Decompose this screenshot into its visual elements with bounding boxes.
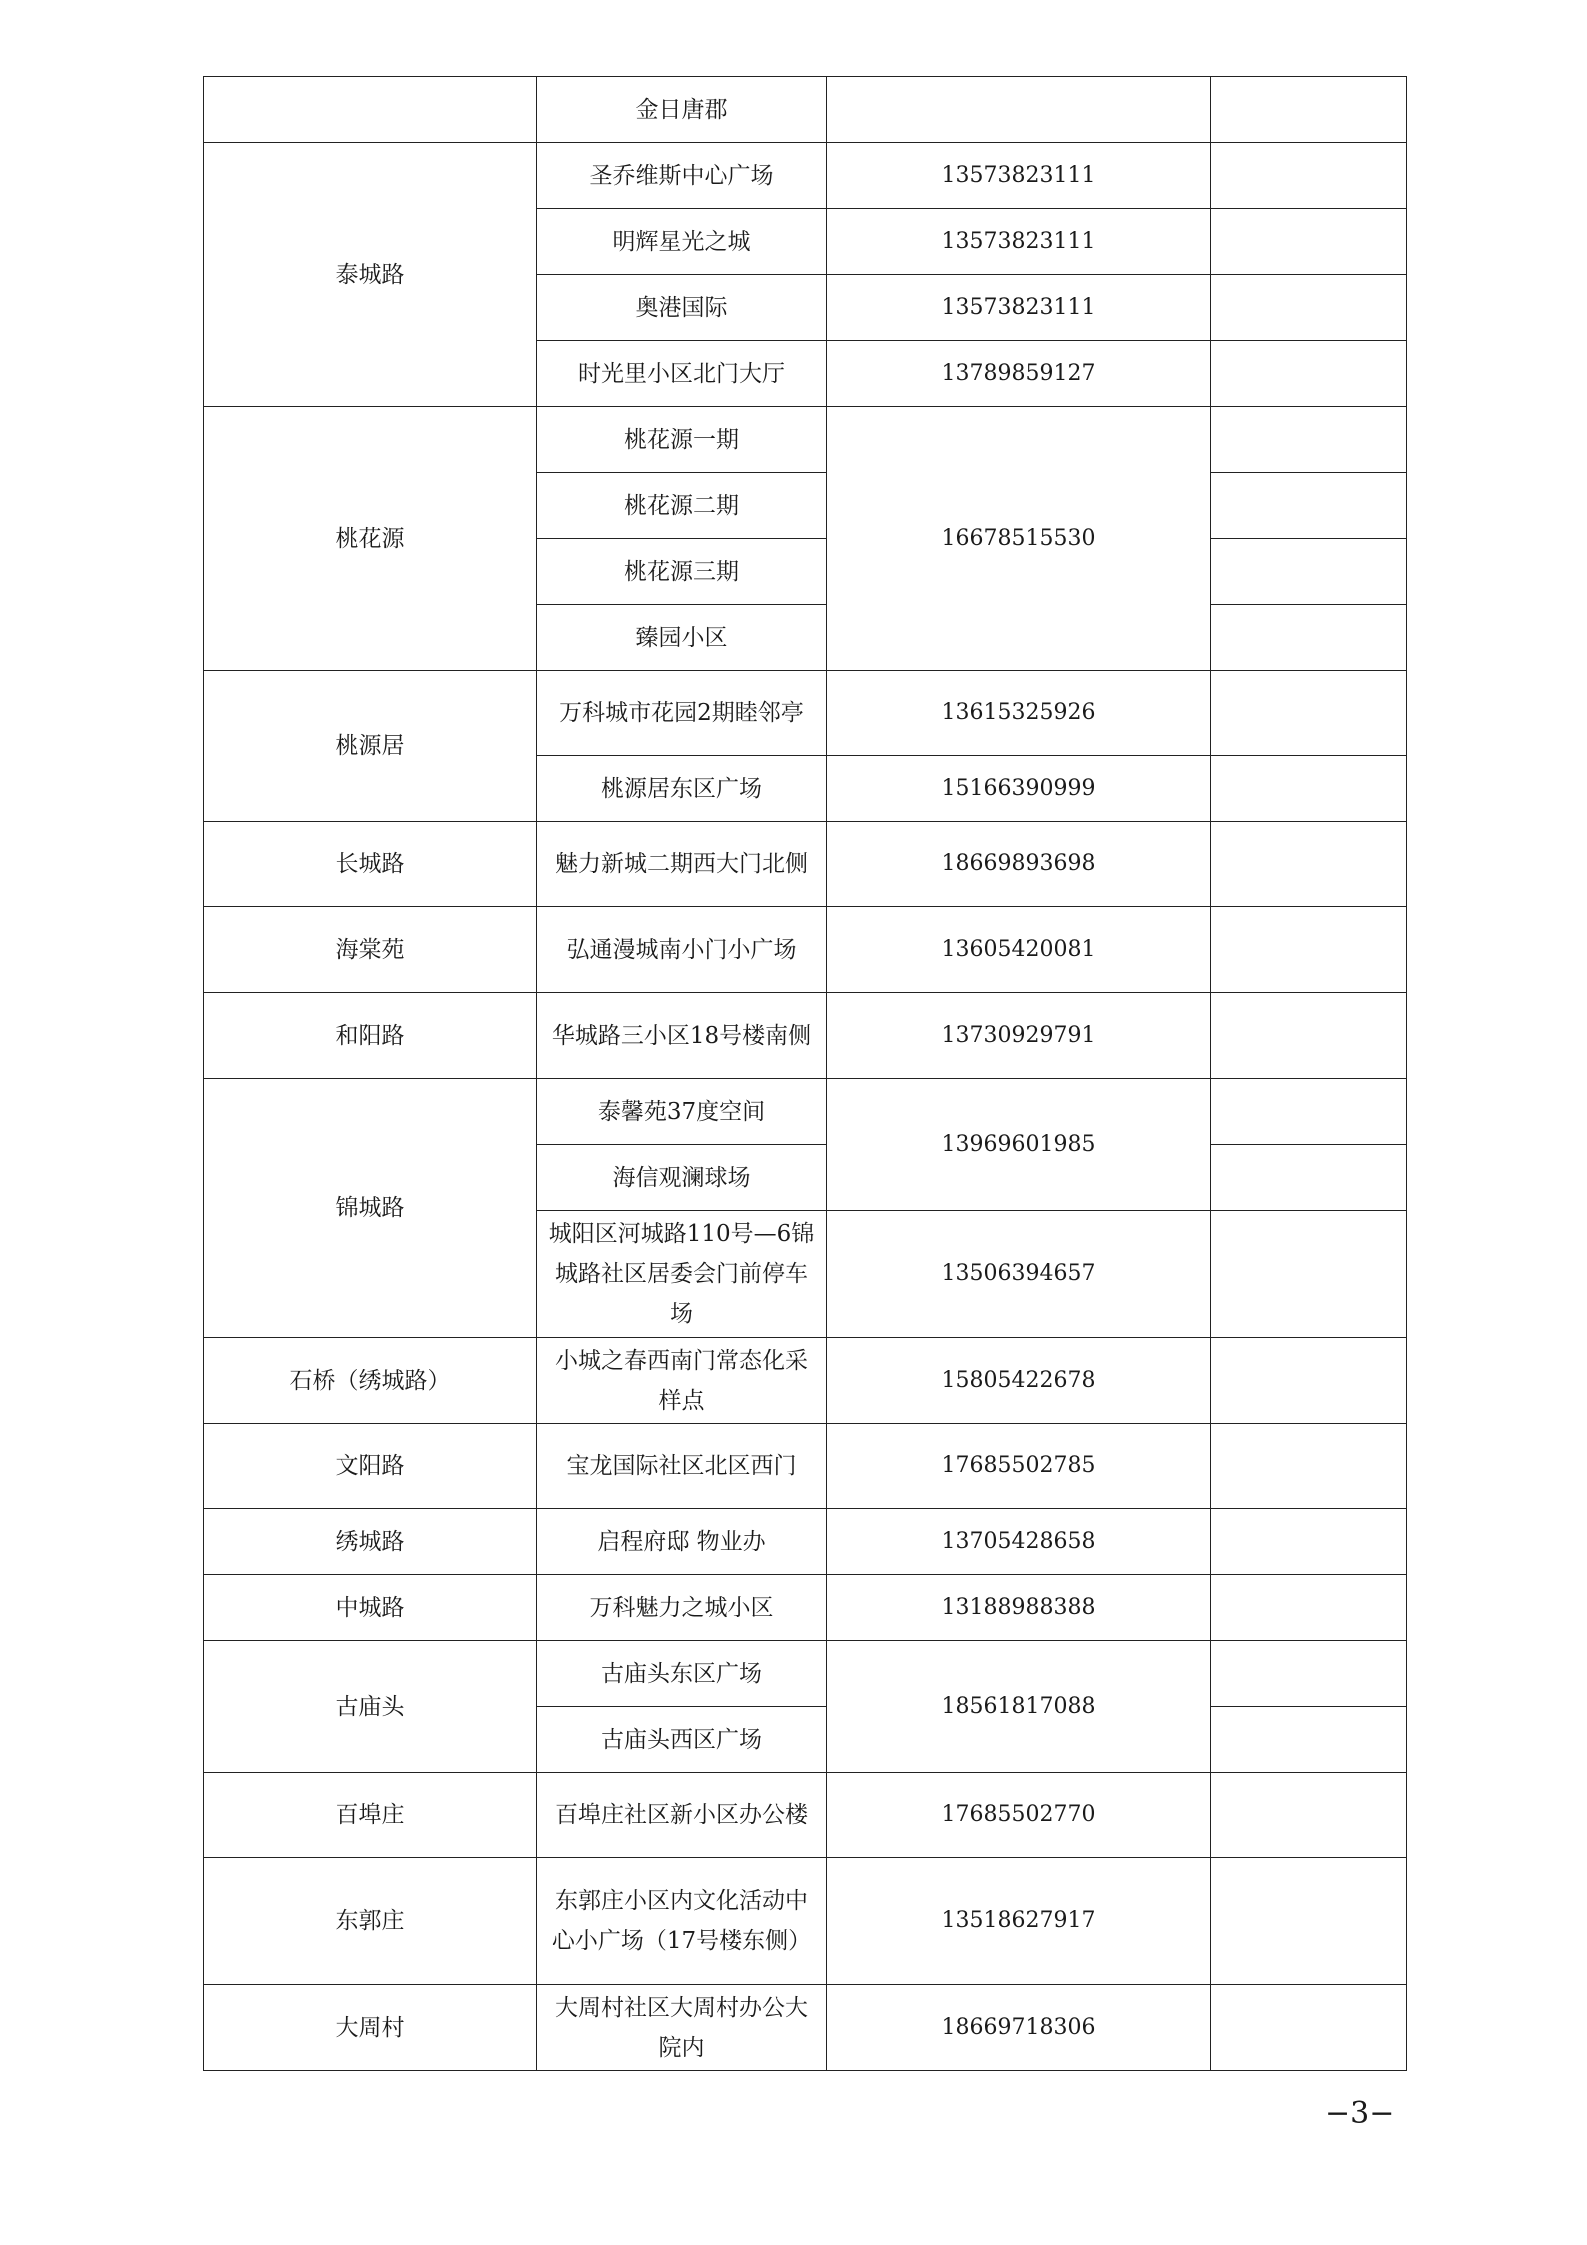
cell-phone: 15166390999 — [827, 756, 1211, 822]
cell-remark — [1211, 1509, 1407, 1575]
cell-site: 古庙头西区广场 — [537, 1707, 827, 1773]
cell-area: 文阳路 — [204, 1424, 537, 1509]
cell-remark — [1211, 1985, 1407, 2071]
cell-phone: 13615325926 — [827, 671, 1211, 756]
cell-site: 桃花源二期 — [537, 473, 827, 539]
cell-site: 圣乔维斯中心广场 — [537, 143, 827, 209]
cell-site: 百埠庄社区新小区办公楼 — [537, 1773, 827, 1858]
cell-area: 锦城路 — [204, 1079, 537, 1338]
cell-remark — [1211, 341, 1407, 407]
cell-remark — [1211, 605, 1407, 671]
table-row — [204, 671, 1407, 756]
cell-area: 绣城路 — [204, 1509, 537, 1575]
cell-area: 长城路 — [204, 822, 537, 907]
cell-site: 万科城市花园2期睦邻亭 — [537, 671, 827, 756]
table-row — [204, 1424, 1407, 1509]
cell-phone: 13573823111 — [827, 209, 1211, 275]
cell-site: 魅力新城二期西大门北侧 — [537, 822, 827, 907]
cell-phone: 13573823111 — [827, 275, 1211, 341]
cell-remark — [1211, 1079, 1407, 1145]
cell-phone — [827, 77, 1211, 143]
table-row — [204, 1985, 1407, 2071]
cell-phone: 13188988388 — [827, 1575, 1211, 1641]
cell-remark — [1211, 756, 1407, 822]
cell-remark — [1211, 1145, 1407, 1211]
table-row — [204, 77, 1407, 143]
cell-phone: 13518627917 — [827, 1858, 1211, 1985]
cell-area: 泰城路 — [204, 143, 537, 407]
cell-remark — [1211, 473, 1407, 539]
cell-site: 华城路三小区18号楼南侧 — [537, 993, 827, 1079]
cell-site: 东郭庄小区内文化活动中心小广场（17号楼东侧） — [537, 1858, 827, 1985]
cell-site: 金日唐郡 — [537, 77, 827, 143]
cell-area: 东郭庄 — [204, 1858, 537, 1985]
cell-phone: 13506394657 — [827, 1211, 1211, 1338]
cell-remark — [1211, 1641, 1407, 1707]
table-row — [204, 1773, 1407, 1858]
cell-area: 古庙头 — [204, 1641, 537, 1773]
cell-phone: 13705428658 — [827, 1509, 1211, 1575]
cell-area: 大周村 — [204, 1985, 537, 2071]
cell-remark — [1211, 1338, 1407, 1424]
cell-phone: 13605420081 — [827, 907, 1211, 993]
cell-remark — [1211, 539, 1407, 605]
table-row — [204, 907, 1407, 993]
page-number: −3− — [1325, 2096, 1395, 2131]
cell-site: 弘通漫城南小门小广场 — [537, 907, 827, 993]
cell-remark — [1211, 275, 1407, 341]
cell-remark — [1211, 1575, 1407, 1641]
table-row — [204, 1641, 1407, 1707]
cell-site: 宝龙国际社区北区西门 — [537, 1424, 827, 1509]
sampling-sites-table — [203, 76, 1407, 2071]
cell-remark — [1211, 822, 1407, 907]
cell-site: 奥港国际 — [537, 275, 827, 341]
cell-phone: 17685502785 — [827, 1424, 1211, 1509]
table-row — [204, 1509, 1407, 1575]
cell-site: 城阳区河城路110号—6锦城路社区居委会门前停车场 — [537, 1211, 827, 1338]
cell-site: 时光里小区北门大厅 — [537, 341, 827, 407]
cell-phone: 18669718306 — [827, 1985, 1211, 2071]
cell-phone: 18669893698 — [827, 822, 1211, 907]
cell-site: 古庙头东区广场 — [537, 1641, 827, 1707]
table-row — [204, 143, 1407, 209]
cell-phone: 16678515530 — [827, 407, 1211, 671]
cell-remark — [1211, 1424, 1407, 1509]
cell-remark — [1211, 209, 1407, 275]
table-row — [204, 993, 1407, 1079]
table-row — [204, 1338, 1407, 1424]
cell-phone: 15805422678 — [827, 1338, 1211, 1424]
cell-remark — [1211, 1773, 1407, 1858]
cell-site: 启程府邸 物业办 — [537, 1509, 827, 1575]
cell-site: 万科魅力之城小区 — [537, 1575, 827, 1641]
cell-site: 大周村社区大周村办公大院内 — [537, 1985, 827, 2071]
cell-site: 明辉星光之城 — [537, 209, 827, 275]
cell-area: 百埠庄 — [204, 1773, 537, 1858]
table-row — [204, 1858, 1407, 1985]
cell-remark — [1211, 407, 1407, 473]
table-row — [204, 407, 1407, 473]
cell-site: 泰馨苑37度空间 — [537, 1079, 827, 1145]
cell-remark — [1211, 1707, 1407, 1773]
cell-area: 桃花源 — [204, 407, 537, 671]
table-row — [204, 1079, 1407, 1145]
cell-site: 海信观澜球场 — [537, 1145, 827, 1211]
cell-remark — [1211, 907, 1407, 993]
cell-area — [204, 77, 537, 143]
cell-area: 石桥（绣城路） — [204, 1338, 537, 1424]
table-row — [204, 1575, 1407, 1641]
cell-remark — [1211, 671, 1407, 756]
cell-remark — [1211, 993, 1407, 1079]
cell-remark — [1211, 143, 1407, 209]
cell-remark — [1211, 77, 1407, 143]
cell-area: 中城路 — [204, 1575, 537, 1641]
cell-site: 小城之春西南门常态化采样点 — [537, 1338, 827, 1424]
cell-area: 海棠苑 — [204, 907, 537, 993]
cell-site: 桃花源三期 — [537, 539, 827, 605]
cell-phone: 17685502770 — [827, 1773, 1211, 1858]
cell-phone: 13573823111 — [827, 143, 1211, 209]
cell-site: 臻园小区 — [537, 605, 827, 671]
cell-site: 桃花源一期 — [537, 407, 827, 473]
cell-area: 桃源居 — [204, 671, 537, 822]
cell-phone: 18561817088 — [827, 1641, 1211, 1773]
table-row — [204, 822, 1407, 907]
cell-area: 和阳路 — [204, 993, 537, 1079]
cell-phone: 13789859127 — [827, 341, 1211, 407]
cell-remark — [1211, 1858, 1407, 1985]
cell-phone: 13730929791 — [827, 993, 1211, 1079]
cell-phone: 13969601985 — [827, 1079, 1211, 1211]
cell-site: 桃源居东区广场 — [537, 756, 827, 822]
cell-remark — [1211, 1211, 1407, 1338]
